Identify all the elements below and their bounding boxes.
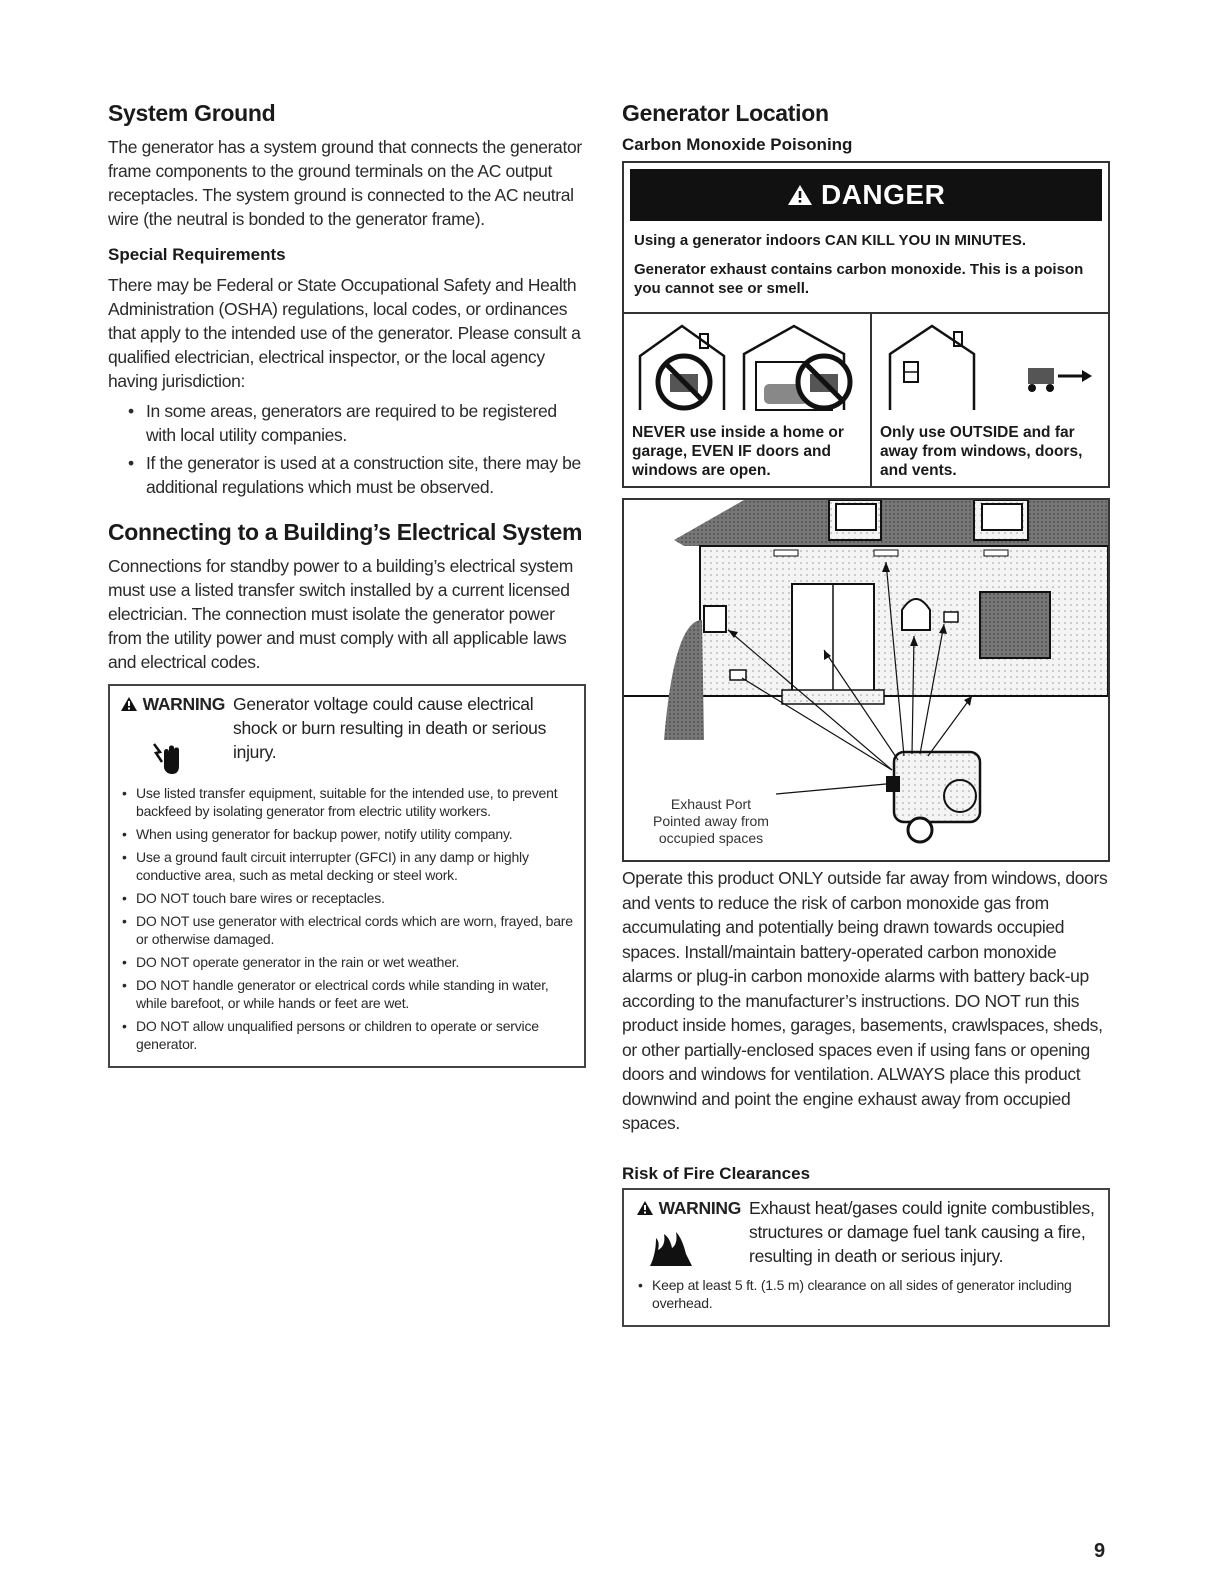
operate-outdoors-text: Operate this product ONLY outside far away from windows, doors and vents to reduce the risk of carbon monoxide gas from accumulating and potentially being drawn towards occupied spaces. Install/maintain battery-operated carbon monoxide alarms or plug-in carbon monoxide alarms with battery back-up according to the manufacturer’s instructions. DO NOT run this product inside homes, garages, basements, crawlspaces, sheds, or other partially-enclosed spaces even if using fans or opening doors and windows for ventilation. ALWAYS place this product downwind and point the engine exhaust away from occupied spaces. — [622, 868, 1108, 1133]
connecting-heading: Connecting to a Building’s Electrical System — [108, 519, 583, 545]
fire-hazard-icon — [646, 1228, 696, 1268]
warning-triangle-icon — [787, 184, 813, 206]
list-item: • DO NOT operate generator in the rain or wet weather. — [120, 953, 574, 971]
danger-box — [622, 161, 1110, 488]
list-item: • Keep at least 5 ft. (1.5 m) clearance on all sides of generator including overhead. — [636, 1276, 1096, 1312]
never-indoors-panel — [624, 314, 872, 486]
page-number: 9 — [1094, 1540, 1106, 1562]
carbon-monoxide-heading: Carbon Monoxide Poisoning — [622, 135, 853, 154]
special-requirements-list — [108, 399, 586, 499]
warning-text: Generator voltage could cause electrical shock or burn resulting in death or serious injury. — [233, 694, 547, 762]
special-requirements-heading: Special Requirements — [108, 245, 286, 264]
fire-clearances-heading: Risk of Fire Clearances — [622, 1163, 811, 1183]
outside-only-panel — [872, 314, 1108, 486]
list-item: • Use listed transfer equipment, suitable for the intended use, to prevent backfeed by isolating generator from electric utility workers. — [120, 784, 574, 820]
left-column — [108, 100, 586, 1068]
warning-list — [120, 784, 574, 1053]
list-item: • DO NOT touch bare wires or receptacles. — [120, 889, 574, 907]
warning-label: WARNING — [120, 692, 225, 716]
warning-triangle-icon — [636, 1200, 654, 1216]
warning-triangle-icon — [120, 696, 138, 712]
electric-shock-icon — [148, 738, 188, 778]
generator-location-heading: Generator Location — [622, 100, 829, 126]
list-item: • In some areas, generators are required to be registered with local utility companies. — [128, 399, 586, 447]
outside-only-caption: Only use OUTSIDE and far away from windows, doors, and vents. — [880, 424, 1083, 479]
list-item: • DO NOT handle generator or electrical cords while standing in water, while barefoot, or while hands or feet are wet. — [120, 976, 574, 1012]
list-item: • DO NOT allow unqualified persons or children to operate or service generator. — [120, 1017, 574, 1053]
list-item: • Use a ground fault circuit interrupter (GFCI) in any damp or highly conductive area, such as metal decking or steel work. — [120, 848, 574, 884]
house-scene-illustration — [622, 498, 1110, 862]
right-column — [622, 100, 1110, 1327]
danger-line-1: Using a generator indoors CAN KILL YOU IN MINUTES. — [634, 232, 1026, 249]
warning-label: WARNING — [636, 1196, 741, 1220]
electrical-warning-box — [108, 684, 586, 1068]
fire-warning-text: Exhaust heat/gases could ignite combustibles, structures or damage fuel tank causing a fire, resulting in death or serious injury. — [749, 1197, 1095, 1266]
list-item: • DO NOT use generator with electrical cords which are worn, frayed, bare or otherwise damaged. — [120, 912, 574, 948]
special-requirements-text: There may be Federal or State Occupational Safety and Health Administration (OSHA) regulations, local codes, or ordinances that apply to the intended use of the generator. Please consult a qualified electrician, electrical inspector, or the local agency having jurisdiction: — [108, 275, 581, 391]
danger-line-2: Generator exhaust contains carbon monoxide. This is a poison you cannot see or smell. — [634, 261, 1084, 297]
system-ground-heading: System Ground — [108, 100, 276, 126]
danger-bar — [630, 169, 1102, 221]
outdoor-generator-icon — [880, 320, 1100, 414]
fire-warning-box — [622, 1188, 1110, 1327]
exhaust-port-label: Exhaust Port Pointed away from occupied spaces — [653, 796, 769, 846]
never-indoors-caption: NEVER use inside a home or garage, EVEN IF doors and windows are open. — [632, 424, 844, 479]
no-indoor-generator-icon — [632, 320, 864, 414]
connecting-text: Connections for standby power to a building’s electrical system must use a listed transfer switch installed by a current licensed electrician. The connection must isolate the generator power from the utility power and must comply with all applicable laws and electrical codes. — [108, 556, 573, 672]
list-item: • If the generator is used at a construction site, there may be additional regulations which must be observed. — [128, 451, 586, 499]
list-item: • When using generator for backup power, notify utility company. — [120, 825, 574, 843]
system-ground-text: The generator has a system ground that connects the generator frame components to the ground terminals on the AC output receptacles. The system ground is connected to the AC neutral wire (the neutral is bonded to the generator frame). — [108, 137, 582, 229]
danger-label: DANGER — [820, 179, 946, 210]
fire-warning-list — [636, 1276, 1096, 1312]
